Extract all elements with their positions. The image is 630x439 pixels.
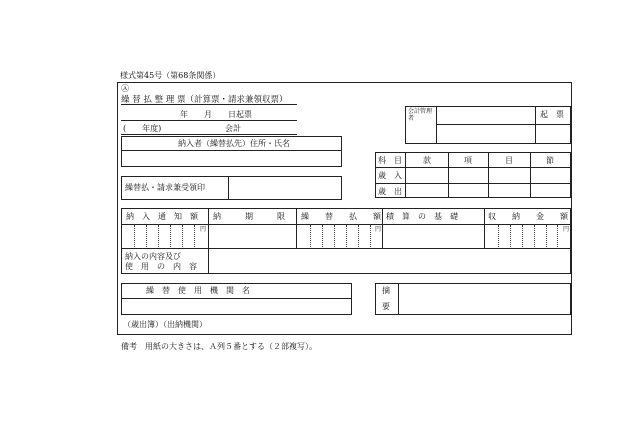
form-title: 繰 替 払 整 理 票（計算票・請求兼領収票） (121, 95, 288, 105)
title-underline (121, 104, 297, 105)
yen-mark-notice: 円 (200, 226, 207, 233)
accounts-header-kan: 款 (423, 156, 431, 165)
amount-header-basis: 積 算 の 基 礎 (386, 212, 458, 221)
content-label-1: 納入の内容及び (125, 252, 181, 261)
amount-header-deadline: 納 期 限 (213, 212, 285, 221)
form-number: 様式第45号（第68条関係） (120, 71, 221, 80)
accounts-row-expenditure: 歳 出 (378, 187, 402, 196)
footer-note: （歳出簿）（出納機関） (123, 320, 207, 329)
content-label-2: 使 用 の 内 容 (125, 262, 197, 271)
payer-label: 納入者（繰替払先）住所・氏名 (178, 139, 290, 148)
remarks-label-1: 摘 (382, 286, 390, 295)
account-label: 会計 (225, 124, 241, 133)
copy-mark: Ⓐ (121, 84, 129, 93)
accounts-row-revenue: 歳 入 (378, 171, 402, 180)
account-line (121, 134, 297, 135)
accounts-header-setsu: 節 (546, 156, 554, 165)
page-note: 備考 用紙の大きさは、Ａ列５番とする（２部複写）。 (121, 342, 317, 351)
yen-mark-transfer: 円 (375, 226, 382, 233)
accounts-header-kou: 項 (464, 156, 472, 165)
fiscal-year: ( 年度) (123, 124, 162, 133)
accounts-header-subject: 科 目 (378, 156, 402, 165)
amount-header-notice: 納 入 通 知 額 (126, 212, 198, 221)
yen-mark-received: 円 (563, 226, 570, 233)
issue-date: 年 月 日起票 (180, 110, 252, 119)
date-line (121, 120, 297, 121)
amount-header-transfer: 繰 替 払 額 (301, 212, 381, 221)
seal-label: 繰替払・請求兼受領印 (125, 183, 205, 192)
amount-header-received: 収 納 金 額 (488, 212, 568, 221)
clerk-label: 起 票 (540, 110, 564, 119)
remarks-label-2: 要 (382, 302, 390, 311)
manager-label: 会計管理者 (408, 108, 433, 122)
agency-label: 繰 替 使 用 機 関 名 (146, 286, 250, 295)
remarks-box (375, 283, 571, 315)
accounts-header-moku: 目 (505, 156, 513, 165)
